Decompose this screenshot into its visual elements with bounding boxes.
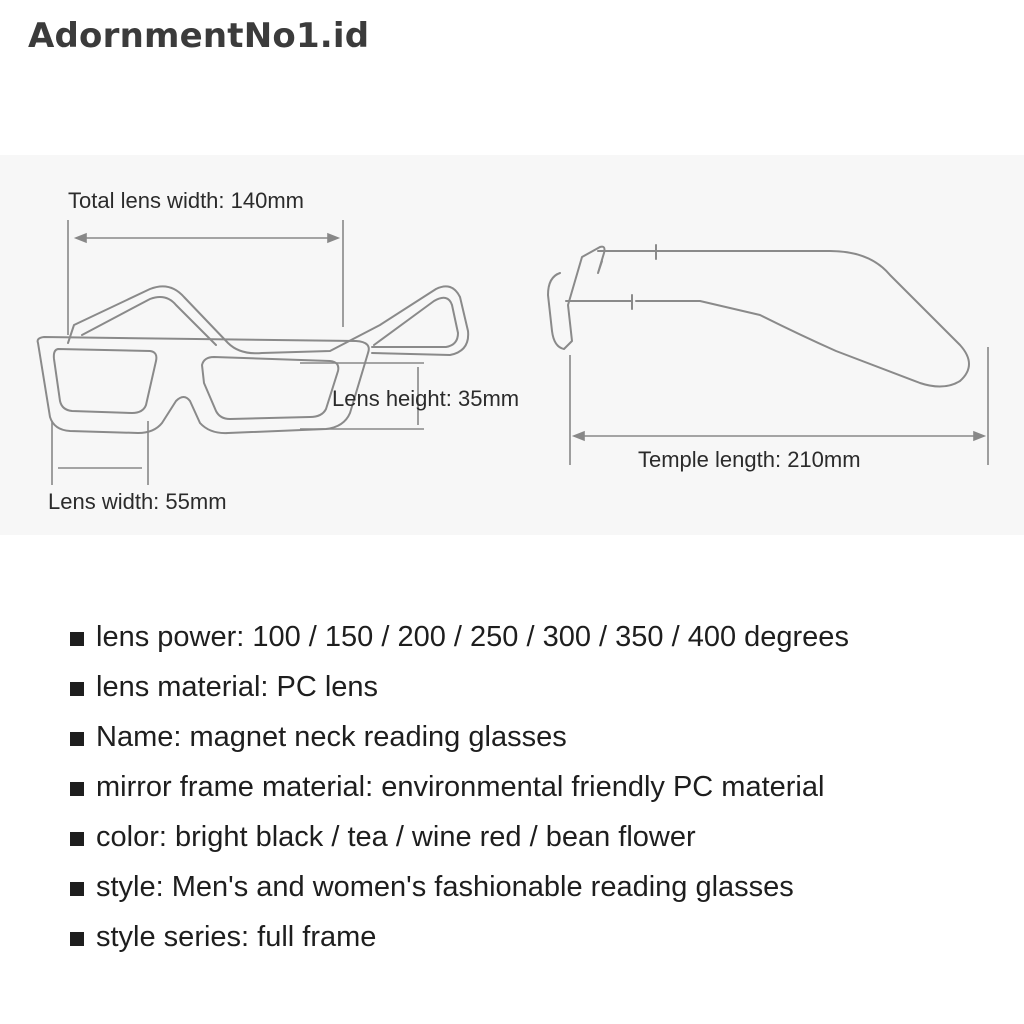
spec-item [70,612,849,662]
temple-length-label: Temple length: 210mm [638,447,861,472]
total-lens-width-label: Total lens width: 140mm [68,188,304,213]
spec-item [70,862,849,912]
spec-text: lens power: 100 / 150 / 200 / 250 / 300 / 350 / 400 degrees [96,620,849,653]
temple-arrow-left [574,432,584,440]
spec-text: color: bright black / tea / wine red / bean flower [96,820,696,853]
bullet-square-icon [70,732,84,746]
spec-item [70,762,849,812]
bullet-square-icon [70,932,84,946]
lens-width-label: Lens width: 55mm [48,489,227,514]
bullet-square-icon [70,632,84,646]
spec-text: mirror frame material: environmental friendly PC material [96,770,825,803]
spec-text: style: Men's and women's fashionable reading glasses [96,870,794,903]
spec-item [70,662,849,712]
spec-text: style series: full frame [96,920,377,953]
spec-item [70,712,849,762]
bullet-square-icon [70,782,84,796]
bullet-square-icon [70,682,84,696]
glasses-dimension-diagram [0,155,1024,535]
side-temple-upper [598,251,969,387]
spec-item [70,912,849,962]
spec-list [70,612,849,962]
spec-text: Name: magnet neck reading glasses [96,720,567,753]
total-width-arrow-right [328,234,338,242]
side-frame [548,247,605,349]
front-lens-right [202,357,338,419]
front-lens-left [54,349,157,413]
total-width-arrow-left [76,234,86,242]
lens-height-label: Lens height: 35mm [332,386,520,411]
watermark-text: AdornmentNo1.id [28,16,370,56]
spec-text: lens material: PC lens [96,670,379,703]
spec-item [70,812,849,862]
bullet-square-icon [70,832,84,846]
temple-arrow-right [974,432,984,440]
bullet-square-icon [70,882,84,896]
